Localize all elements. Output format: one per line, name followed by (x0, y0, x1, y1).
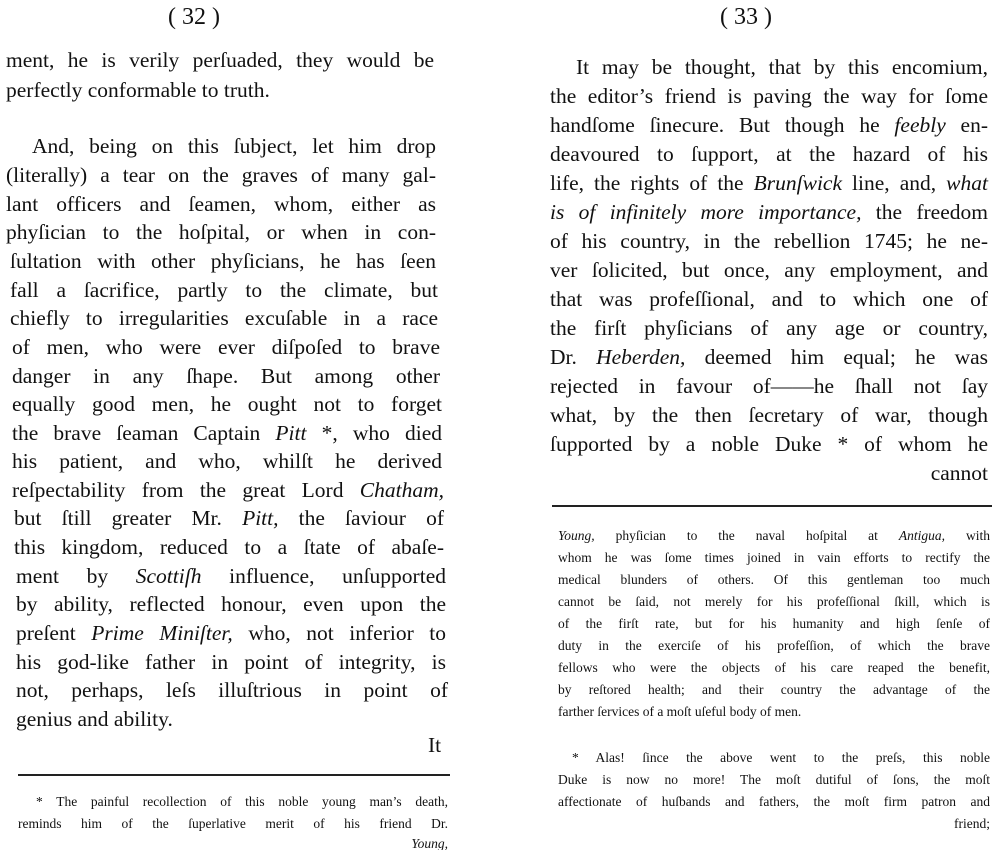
text-line: It may be thought, that by this encomium, (576, 55, 988, 79)
text-line: of men, who were ever diſpoſed to brave (12, 335, 440, 359)
text-line: cannot (930, 461, 988, 485)
text-line: deavoured to ſupport, at the hazard of his (550, 142, 988, 166)
footnote-line: fellows who were the objects of his care reaped the benefit, (558, 660, 990, 675)
text-line: but ſtill greater Mr. Pitt, the ſaviour of (14, 506, 445, 530)
catchword: It (428, 733, 442, 757)
footnote-line: * Alas! ſince the above went to the preſs, this noble (572, 750, 990, 765)
text-line: (literally) a tear on the graves of many gal- (6, 163, 436, 187)
text-line: the firſt phyſicians of any age or country, (550, 316, 988, 340)
footnote-line: by reſtored health; and their country the advantage of the (558, 682, 990, 697)
footnote-rule (552, 505, 992, 507)
footnote-line: cannot be ſaid, not merely for his profeſſional ſkill, which is (558, 594, 990, 609)
footnote-line: friend; (954, 816, 990, 831)
footnote-rule (18, 774, 450, 776)
footnote-line: duty in the exerciſe of his profeſſion, of which the brave (558, 638, 990, 653)
page-number: ( 33 ) (720, 4, 772, 30)
text-line: ver ſolicited, but once, any employment, and (550, 258, 988, 282)
text-line: fall a ſacrifice, partly to the climate, but (10, 278, 438, 302)
footnote-line: reminds him of the ſuperlative merit of his friend Dr. (18, 816, 448, 831)
text-line: this kingdom, reduced to a ſtate of abaſe- (14, 535, 444, 559)
footnote-line: Young, phyſician to the naval hoſpital at Antigua, with (558, 528, 990, 543)
page-number: ( 32 ) (168, 4, 220, 30)
text-line: his patient, and who, whilſt he derived (12, 449, 442, 473)
left-page (0, 0, 480, 850)
text-line: what, by the then ſecretary of war, though (550, 403, 988, 427)
text-line: equally good men, he ought not to forget (12, 392, 442, 416)
text-line: ment by Scottiſh influence, unſupported (16, 564, 446, 588)
text-line: ſupported by a noble Duke * of whom he (550, 432, 988, 456)
text-line: chiefly to irregularities excuſable in a race (10, 306, 438, 330)
text-line: lant officers and ſeamen, whom, either as (6, 192, 436, 216)
footnote-line: of the firſt rate, but for his humanity and high ſenſe of (558, 616, 990, 631)
footnote-line: Young, (411, 836, 448, 850)
text-line: ſultation with other phyſicians, he has ſeen (10, 249, 436, 273)
text-line: preſent Prime Miniſter, who, not inferior to (16, 621, 446, 645)
text-line: is of infinitely more importance, the freedom (550, 200, 988, 224)
text-line: handſome ſinecure. But though he feebly en- (550, 113, 988, 137)
text-line: of his country, in the rebellion 1745; he ne- (550, 229, 988, 253)
text-line: Dr. Heberden, deemed him equal; he was (550, 345, 988, 369)
text-line: And, being on this ſubject, let him drop (32, 134, 436, 158)
text-line: rejected in favour of——he ſhall not ſay (550, 374, 988, 398)
text-line: ment, he is verily perſuaded, they would be (6, 48, 434, 72)
footnote-line: affectionate of huſbands and fathers, the moſt firm patron and (558, 794, 990, 809)
text-line: not, perhaps, leſs illuſtrious in point of (16, 678, 448, 702)
text-line: that was profeſſional, and to which one of (550, 287, 988, 311)
text-line: phyſician to the hoſpital, or when in con- (6, 220, 436, 244)
text-line: life, the rights of the Brunſwick line, and, what (550, 171, 988, 195)
text-line: danger in any ſhape. But among other (12, 364, 440, 388)
text-line: his god-like father in point of integrity, is (16, 650, 446, 674)
text-line: reſpectability from the great Lord Chatham, (12, 478, 444, 502)
right-page (530, 0, 1000, 850)
text-line: the brave ſeaman Captain Pitt *, who died (12, 421, 442, 445)
footnote-line: farther ſervices of a moſt uſeful body of men. (558, 704, 802, 719)
text-line: genius and ability. (16, 707, 173, 731)
footnote-line: medical blunders of others. Of this gentleman too much (558, 572, 990, 587)
footnote-line: Duke is now no more! The moſt dutiful of ſons, the moſt (558, 772, 990, 787)
footnote-line: whom he was ſome times joined in vain efforts to rectify the (558, 550, 990, 565)
text-line: the editor’s friend is paving the way for ſome (550, 84, 988, 108)
footnote-line: * The painful recollection of this noble young man’s death, (36, 794, 448, 809)
text-line: by ability, reflected honour, even upon the (16, 592, 446, 616)
text-line: perfectly conformable to truth. (6, 78, 270, 102)
